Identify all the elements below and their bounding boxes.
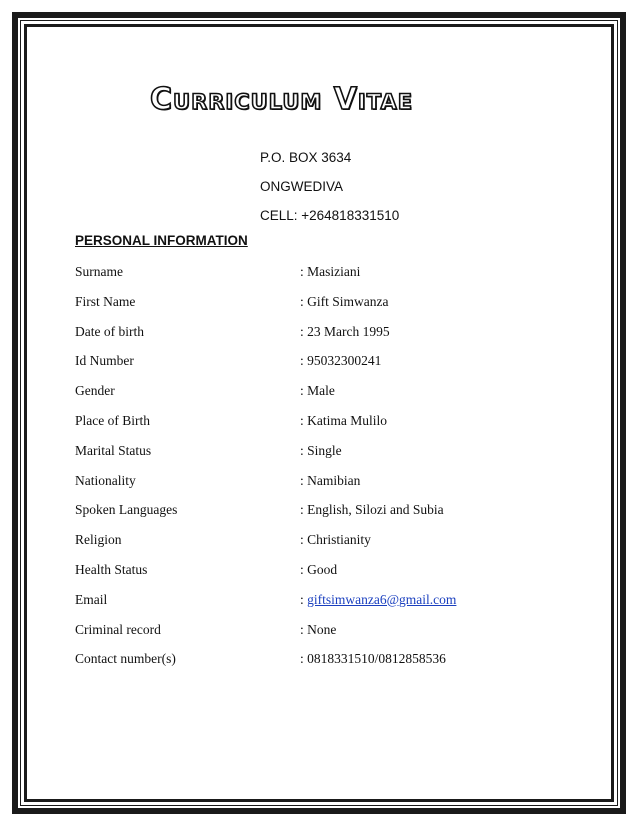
info-row-date-of-birth [75, 317, 555, 347]
info-label: Gender [75, 383, 115, 399]
separator: : [300, 472, 308, 488]
info-value [300, 317, 390, 347]
cell-number: CELL: +264818331510 [260, 208, 400, 223]
info-value [300, 406, 387, 436]
info-label: Marital Status [75, 442, 152, 458]
separator: : [300, 532, 308, 548]
separator: : [300, 293, 308, 309]
info-value [300, 585, 456, 615]
separator: : [300, 651, 308, 667]
separator: : [300, 412, 308, 428]
info-row-spoken-languages [75, 495, 555, 525]
separator: : [300, 264, 308, 279]
info-value [300, 615, 336, 645]
info-value-text: Christianity [307, 532, 371, 548]
info-value-text: Male [307, 383, 335, 399]
info-label: Place of Birth [75, 412, 150, 428]
info-value-text: 95032300241 [307, 353, 382, 369]
info-label: Email [75, 591, 108, 607]
info-label: Id Number [75, 353, 134, 369]
po-box: P.O. BOX 3634 [260, 150, 352, 165]
info-value-text: Gift Simwanza [307, 293, 389, 309]
email-link[interactable]: giftsimwanza6@gmail.com [307, 591, 457, 607]
info-value-text: Single [307, 442, 342, 458]
section-heading-personal-information: PERSONAL INFORMATION [75, 233, 248, 248]
info-row-first-name [75, 287, 555, 317]
info-value [300, 376, 335, 406]
personal-information-table [75, 257, 555, 674]
info-label: Surname [75, 264, 123, 279]
address-block [260, 143, 399, 230]
info-value [300, 555, 337, 585]
info-value [300, 644, 446, 674]
info-value [300, 436, 342, 466]
info-row-religion [75, 525, 555, 555]
info-value [300, 525, 371, 555]
info-label: Contact number(s) [75, 651, 176, 667]
separator: : [300, 561, 308, 577]
town: ONGWEDIVA [260, 179, 344, 194]
info-value-text: Good [307, 561, 338, 577]
info-label: Spoken Languages [75, 502, 178, 518]
info-value-text: Katima Mulilo [307, 412, 388, 428]
info-value [300, 466, 360, 496]
info-value-text: Masiziani [307, 264, 361, 279]
info-row-place-of-birth [75, 406, 555, 436]
info-value-text: 0818331510/0812858536 [307, 651, 446, 667]
info-value [300, 257, 360, 287]
info-label: Date of birth [75, 323, 144, 339]
separator: : [300, 353, 308, 369]
info-value-text: None [307, 621, 337, 637]
info-value [300, 346, 381, 376]
info-row-health-status [75, 555, 555, 585]
separator: : [300, 621, 308, 637]
info-row-surname [75, 257, 555, 287]
info-row-marital-status [75, 436, 555, 466]
info-row-contact-numbers [75, 644, 555, 674]
info-label: Health Status [75, 561, 148, 577]
info-label: Nationality [75, 472, 136, 488]
separator: : [300, 502, 308, 518]
info-row-email [75, 585, 555, 615]
info-label: Criminal record [75, 621, 161, 637]
document-title: Curriculum Vitae [150, 82, 414, 117]
info-value-text: Namibian [307, 472, 361, 488]
info-value-text: English, Silozi and Subia [307, 502, 444, 518]
info-row-id-number [75, 346, 555, 376]
info-label: First Name [75, 293, 136, 309]
separator: : [300, 383, 308, 399]
info-row-criminal-record [75, 615, 555, 645]
separator: : [300, 442, 308, 458]
info-value-text: 23 March 1995 [307, 323, 390, 339]
info-row-nationality [75, 466, 555, 496]
info-label: Religion [75, 532, 122, 548]
separator: : [300, 591, 308, 607]
info-row-gender [75, 376, 555, 406]
separator: : [300, 323, 308, 339]
info-value [300, 495, 444, 525]
info-value [300, 287, 389, 317]
